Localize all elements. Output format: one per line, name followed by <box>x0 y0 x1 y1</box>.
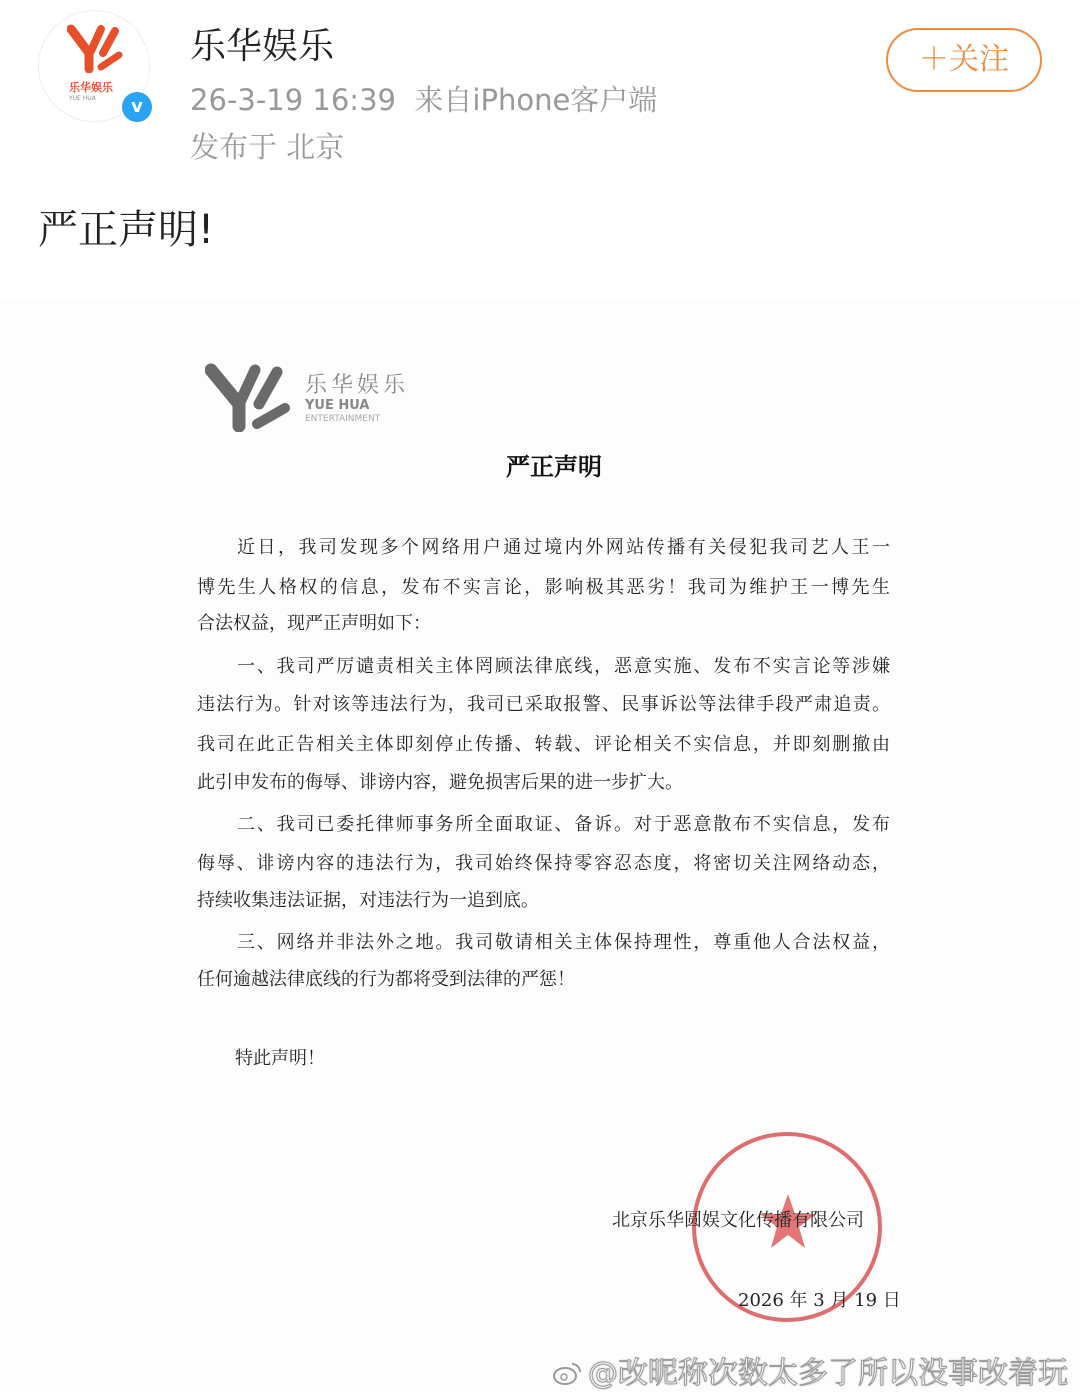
doc-line: 合法权益，现严正声明如下： <box>197 613 431 634</box>
doc-line: 三、网络并非法外之地。我司敬请相关主体保持理性，尊重他人合法权益， <box>237 932 890 953</box>
logo-en-sub: ENTERTAINMENT <box>305 414 381 424</box>
doc-line: 违法行为。针对该等违法行为，我司已采取报警、民事诉讼等法律手段严肃追责。 <box>197 694 890 715</box>
yuehua-logo-mark-icon <box>67 23 123 73</box>
watermark-text: @改昵称次数太多了所以没事改着玩 <box>588 1356 1068 1391</box>
logo-mark-icon <box>205 362 291 432</box>
doc-line: 侮辱、诽谤内容的违法行为，我司始终保持零容忍态度，将密切关注网络动态， <box>197 853 890 874</box>
post-text: 严正声明! <box>38 207 215 253</box>
avatar-logo-en: YUE HUA <box>69 95 96 102</box>
source: 来自iPhone客户端 <box>414 83 658 117</box>
doc-line: 一、我司严厉谴责相关主体罔顾法律底线，恶意实施、发布不实言论等涉嫌 <box>237 656 890 677</box>
avatar-logo-cn: 乐华娱乐 <box>69 81 113 94</box>
weibo-logo-icon <box>552 1360 582 1386</box>
doc-line: 任何逾越法律底线的行为都将受到法律的严惩！ <box>197 969 575 990</box>
doc-line: 近日，我司发现多个网络用户通过境内外网站传播有关侵犯我司艺人王一 <box>237 537 890 558</box>
post-meta <box>190 78 657 119</box>
doc-line: 此引申发布的侮辱、诽谤内容，避免损害后果的进一步扩大。 <box>197 772 683 793</box>
document-title: 严正声明 <box>506 452 602 481</box>
follow-button[interactable]: ＋关注 <box>886 28 1042 92</box>
document-date: 2026 年 3 月 19 日 <box>738 1290 901 1311</box>
doc-line: 持续收集违法证据，对违法行为一追到底。 <box>197 890 539 911</box>
weibo-watermark <box>552 1348 1068 1392</box>
doc-line: 二、我司已委托律师事务所全面取证、备诉。对于恶意散布不实信息，发布 <box>237 814 890 835</box>
doc-line: 我司在此正告相关主体即刻停止传播、转载、评论相关不实信息，并即刻删撤由 <box>197 734 890 755</box>
account-name[interactable]: 乐华娱乐 <box>190 26 335 67</box>
timestamp: 26-3-19 16:39 <box>190 83 396 117</box>
company-name: 北京乐华圆娱文化传播有限公司 <box>612 1210 864 1231</box>
doc-line: 博先生人格权的信息，发布不实言论，影响极其恶劣！我司为维护王一博先生 <box>197 577 890 598</box>
verified-badge-icon: v <box>120 90 154 124</box>
logo-cn: 乐华娱乐 <box>305 373 410 398</box>
logo-en: YUE HUA <box>305 398 370 413</box>
closing-text: 特此声明！ <box>235 1048 325 1069</box>
statement-image[interactable] <box>0 300 1080 1392</box>
location: 发布于 北京 <box>190 130 345 164</box>
